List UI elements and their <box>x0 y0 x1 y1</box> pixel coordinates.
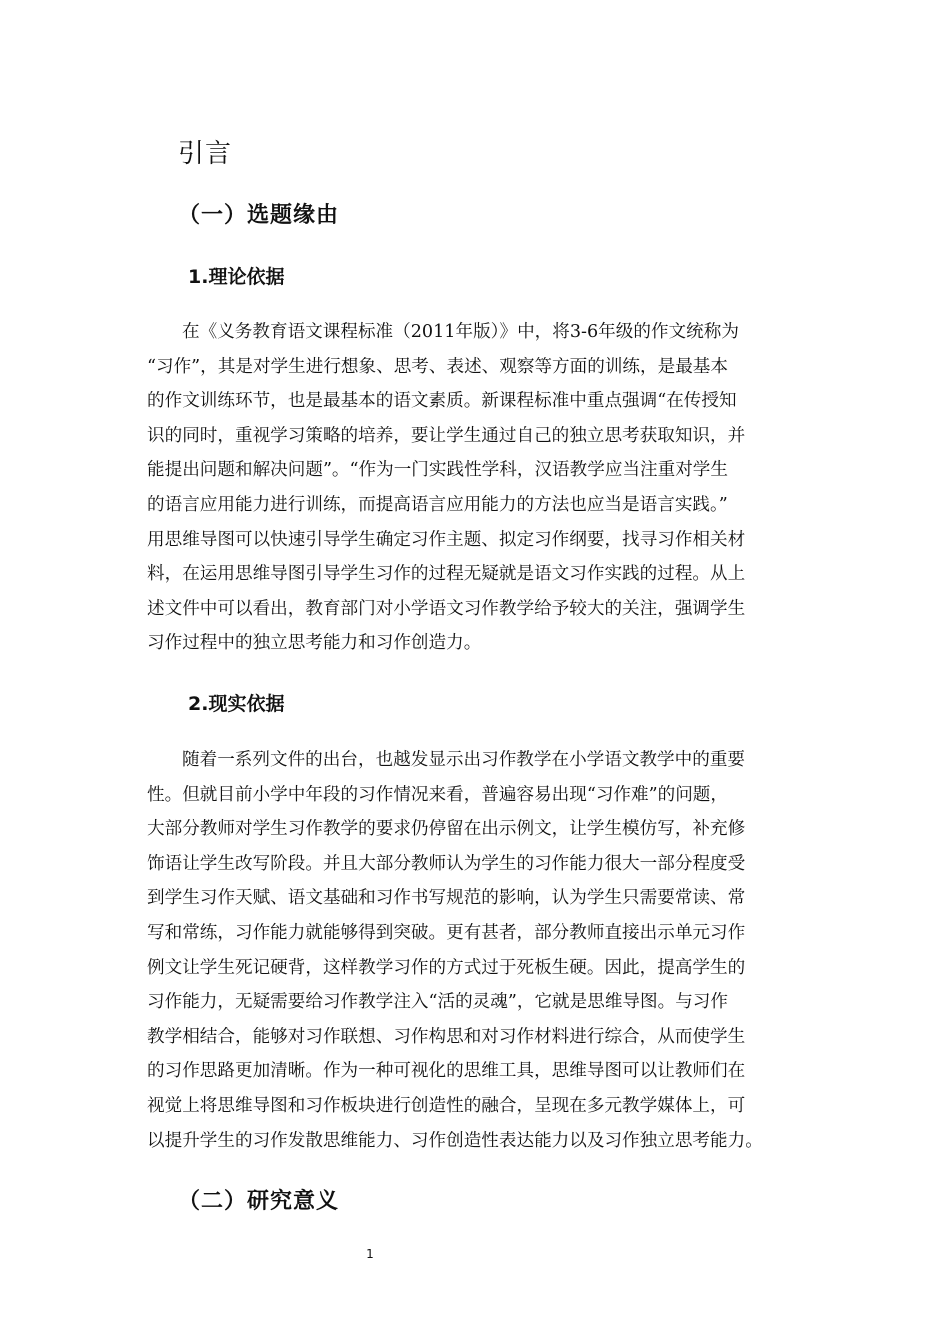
paragraph-line: 在《义务教育语文课程标准（2011年版）》中，将3-6年级的作文统称为 <box>182 322 739 342</box>
paragraph-line: 的作文训练环节，也是最基本的语文素质。新课程标准中重点强调“在传授知 <box>147 391 737 412</box>
page-number: 1 <box>366 1247 374 1261</box>
paragraph-reality <box>147 743 807 1158</box>
paragraph-line: 大部分教师对学生习作教学的要求仍停留在出示例文，让学生模仿写，补充修 <box>147 819 746 840</box>
paragraph-line: 识的同时，重视学习策略的培养，要让学生通过自己的独立思考获取知识，并 <box>147 425 746 446</box>
paragraph-line: 习作能力，无疑需要给习作教学注入“活的灵魂”，它就是思维导图。与习作 <box>147 992 728 1013</box>
paragraph-line: 的习作思路更加清晰。作为一种可视化的思维工具，思维导图可以让教师们在 <box>147 1061 746 1082</box>
paragraph-line: 教学相结合，能够对习作联想、习作构思和对习作材料进行综合，从而使学生 <box>147 1026 746 1047</box>
paragraph-line: 例文让学生死记硬背，这样教学习作的方式过于死板生硬。因此，提高学生的 <box>147 957 746 978</box>
paragraph-line: 以提升学生的习作发散思维能力、习作创造性表达能力以及习作独立思考能力。 <box>147 1130 763 1151</box>
paragraph-line: 能提出问题和解决问题”。“作为一门实践性学科，汉语教学应当注重对学生 <box>147 460 728 481</box>
paragraph-line: “习作”，其是对学生进行想象、思考、表述、观察等方面的训练，是最基本 <box>147 356 728 377</box>
paragraph-line: 述文件中可以看出，教育部门对小学语文习作教学给予较大的关注，强调学生 <box>147 598 746 619</box>
paragraph-line: 写和常练，习作能力就能够得到突破。更有甚者，部分教师直接出示单元习作 <box>147 922 746 943</box>
section-heading-2: （二）研究意义 <box>178 1189 340 1214</box>
section-heading-1: （一）选题缘由 <box>178 203 340 228</box>
paragraph-line: 饰语让学生改写阶段。并且大部分教师认为学生的习作能力很大一部分程度受 <box>147 853 746 874</box>
subsection-heading-reality: 2.现实依据 <box>188 693 285 715</box>
paragraph-line: 料，在运用思维导图引导学生习作的过程无疑就是语文习作实践的过程。从上 <box>147 564 746 585</box>
paragraph-line: 用思维导图可以快速引导学生确定习作主题、拟定习作纲要，找寻习作相关材 <box>147 529 746 550</box>
subsection-heading-theory: 1.理论依据 <box>188 266 285 288</box>
paragraph-line: 到学生习作天赋、语文基础和习作书写规范的影响，认为学生只需要常读、常 <box>147 888 746 909</box>
paragraph-line: 随着一系列文件的出台，也越发显示出习作教学在小学语文教学中的重要 <box>182 750 746 770</box>
paragraph-line: 视觉上将思维导图和习作板块进行创造性的融合，呈现在多元教学媒体上，可 <box>147 1095 746 1116</box>
paragraph-line: 习作过程中的独立思考能力和习作创造力。 <box>147 633 482 654</box>
paragraph-line: 的语言应用能力进行训练，而提高语言应用能力的方法也应当是语言实践。” <box>147 494 728 515</box>
document-title: 引言 <box>178 139 233 169</box>
paragraph-theory <box>147 315 807 661</box>
paragraph-line: 性。但就目前小学中年段的习作情况来看，普遍容易出现“习作难”的问题， <box>147 784 728 805</box>
